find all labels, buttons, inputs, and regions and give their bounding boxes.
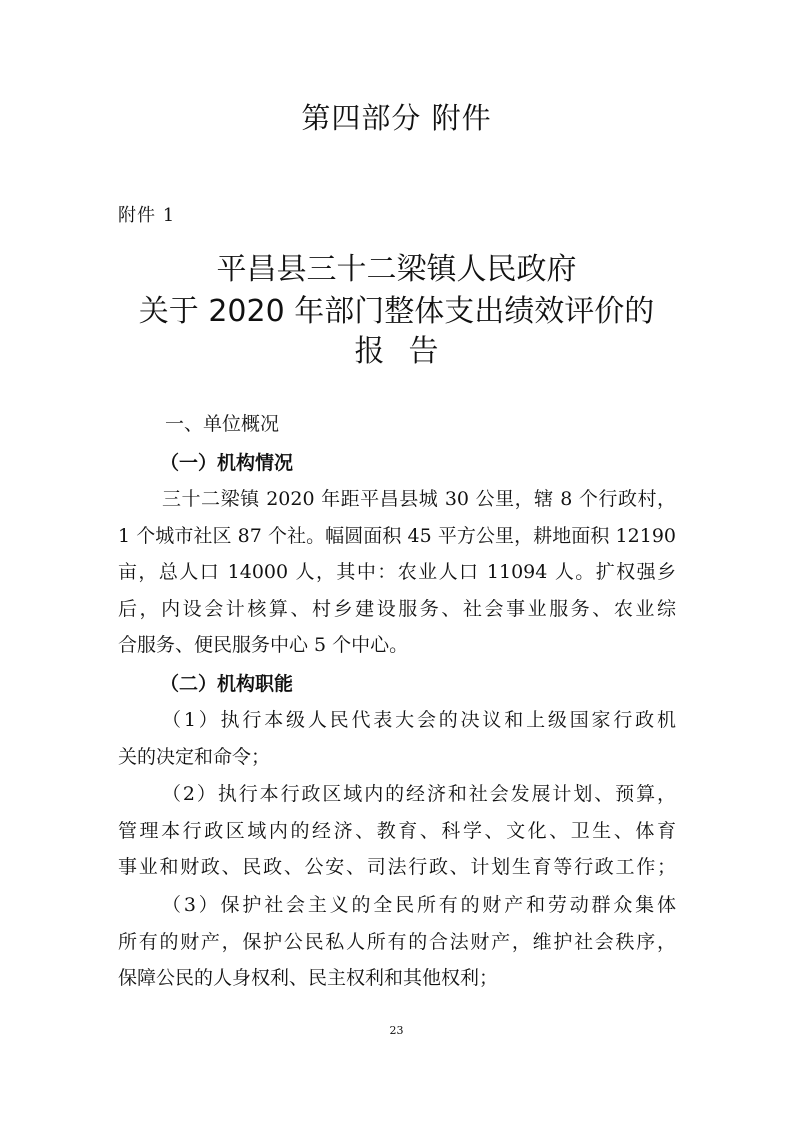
paragraph-line: （3）保护社会主义的全民所有的财产和劳动群众集体 — [162, 894, 676, 916]
paragraph-line: 保障公民的人身权利、民主权利和其他权利； — [118, 967, 499, 989]
paragraph-line: 后，内设会计核算、村乡建设服务、社会事业服务、农业综 — [118, 597, 676, 620]
paragraph-line: 三十二梁镇 2020 年距平昌县城 30 公里，辖 8 个行政村， — [162, 488, 676, 510]
part-title: 第四部分 附件 — [301, 101, 492, 135]
paragraph-line: 1 个城市社区 87 个社。幅圆面积 45 平方公里，耕地面积 12190 — [118, 524, 676, 547]
function-item-1 — [118, 702, 676, 775]
paragraph-line: 事业和财政、民政、公安、司法行政、计划生育等行政工作； — [118, 856, 676, 878]
report-title-line-2: 关于 2020 年部门整体支出绩效评价的 — [138, 294, 655, 329]
subsection-heading-functions: （二）机构职能 — [160, 673, 294, 695]
subsection-heading-organization: （一）机构情况 — [160, 452, 294, 474]
paragraph-line: 管理本行政区域内的经济、教育、科学、文化、卫生、体育 — [118, 819, 676, 842]
paragraph-line: 所有的财产，保护公民私人所有的合法财产，维护社会秩序， — [118, 930, 676, 953]
report-title-line-1: 平昌县三十二梁镇人民政府 — [216, 252, 577, 287]
section-heading-unit-overview: 一、单位概况 — [165, 413, 280, 435]
function-item-3 — [118, 887, 676, 997]
paragraph-line: 合服务、便民服务中心 5 个中心。 — [118, 634, 409, 656]
attachment-label: 附件 1 — [118, 205, 176, 226]
report-title-line-3: 报告 — [354, 334, 463, 369]
paragraph-line: 亩，总人口 14000 人，其中：农业人口 11094 人。扩权强乡 — [118, 561, 676, 583]
paragraph-line: 关的决定和命令； — [118, 745, 271, 768]
paragraph-line: （1）执行本级人民代表大会的决议和上级国家行政机 — [162, 709, 676, 731]
organization-paragraph — [118, 481, 676, 664]
page-number: 23 — [389, 1024, 404, 1037]
function-item-2 — [118, 776, 676, 886]
paragraph-line: （2）执行本行政区域内的经济和社会发展计划、预算， — [162, 783, 676, 805]
